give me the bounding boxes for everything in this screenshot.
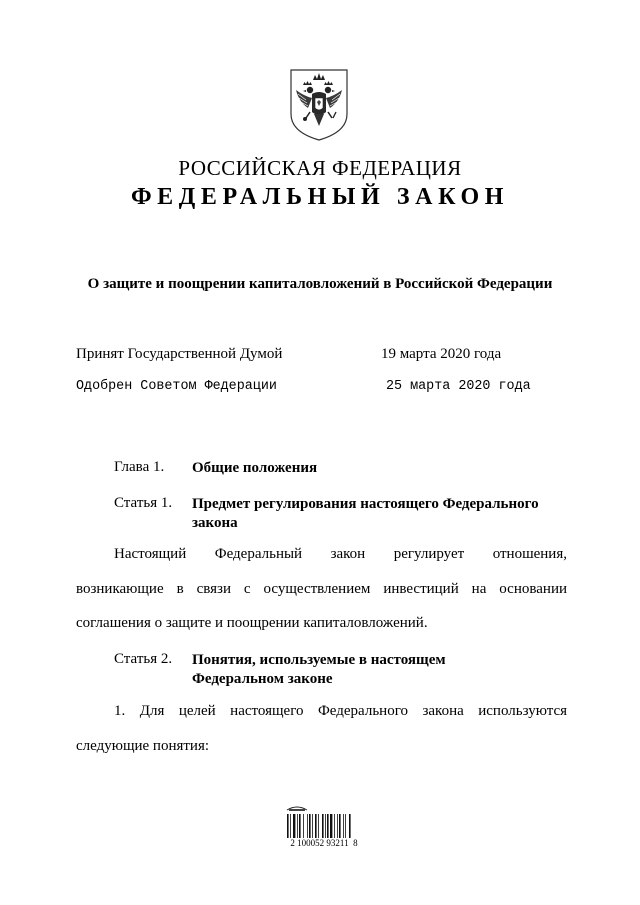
article-2-title [192,651,446,689]
barcode-bar [325,814,326,838]
barcode-bar [297,814,298,838]
barcode-bar [322,814,324,838]
barcode-bar [287,814,289,838]
article-2-text-line: следующие понятия: [76,738,210,754]
article-1-label: Статья 1. [114,495,173,511]
barcode-bar [303,814,304,838]
article-1-text-line: Настоящий Федеральный закон регулирует отношения, [114,546,567,562]
article-2-title-line: Понятия, используемые в настоящем [192,652,446,668]
barcode-bar [330,814,332,838]
barcode-bar [345,814,346,838]
chapter-label: Глава 1. [114,459,165,475]
barcode-bar [339,814,341,838]
barcode-bar [307,814,308,838]
council-approval-date: 25 марта 2020 года [386,379,531,394]
barcode-bar [343,814,344,838]
article-1-text-line: возникающие в связи с осуществлением инвестиций на основании [76,581,567,597]
barcode-number: 2 100052 93211 8 [290,838,358,848]
barcode-bar [293,814,295,838]
article-2-text-line: 1. Для целей настоящего Федерального закона используются [114,703,567,719]
document-type: ФЕДЕРАЛЬНЫЙ ЗАКОН [130,184,510,210]
barcode-bar [299,814,301,838]
barcode-bar [315,814,317,838]
barcode-bar [312,814,313,838]
article-1-text-line: соглашения о защите и поощрении капиталовложений. [76,615,428,631]
barcode-icon [286,814,362,838]
barcode-bar [327,814,329,838]
article-1-title-line: Предмет регулирования настоящего Федерального [192,496,539,512]
article-2-label: Статья 2. [114,651,173,667]
state-emblem-icon [288,68,350,142]
barcode-bar [349,814,351,838]
barcode-bar [337,814,338,838]
duma-adoption-label: Принят Государственной Думой [76,346,283,362]
duma-adoption-date: 19 марта 2020 года [381,346,502,362]
country-name: РОССИЙСКАЯ ФЕДЕРАЦИЯ [178,156,462,180]
barcode-bar [309,814,311,838]
council-approval-label: Одобрен Советом Федерации [76,379,277,394]
barcode-bar [334,814,335,838]
barcode-bar [290,814,291,838]
registry-logo-icon [286,804,308,812]
chapter-title: Общие положения [192,460,318,476]
article-2-title-line: Федеральном законе [192,671,333,687]
law-title: О защите и поощрении капиталовложений в Российской Федерации [87,276,553,292]
article-1-title [192,495,539,533]
article-1-title-line: закона [192,515,238,531]
barcode-bar [318,814,319,838]
document-barcode [282,804,366,864]
